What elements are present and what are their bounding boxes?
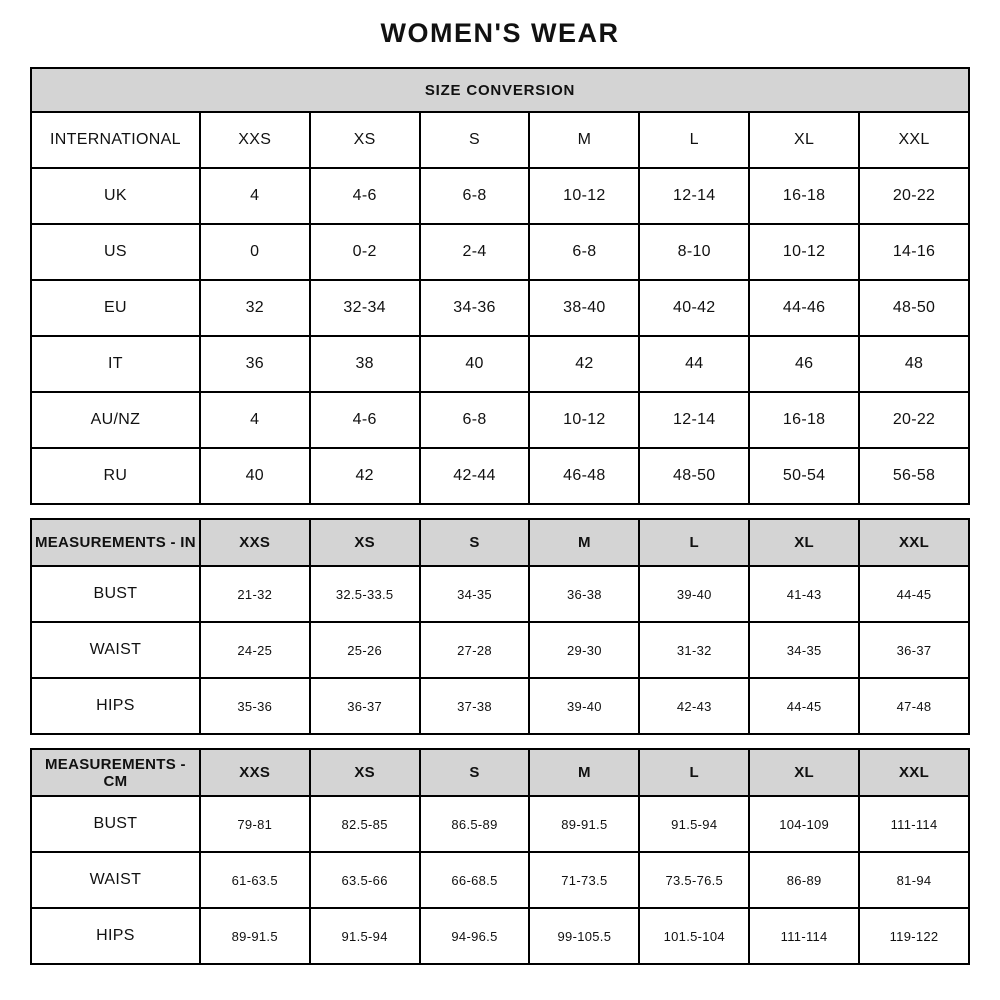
value-cell: 25-26 <box>310 622 420 678</box>
value-cell: 48 <box>859 336 969 392</box>
value-cell: 0-2 <box>310 224 420 280</box>
value-cell: 44-45 <box>749 678 859 734</box>
value-cell: 44-46 <box>749 280 859 336</box>
value-cell: 44 <box>639 336 749 392</box>
column-header: XS <box>310 519 420 566</box>
column-header: S <box>420 519 530 566</box>
value-cell: 0 <box>200 224 310 280</box>
value-cell: 56-58 <box>859 448 969 504</box>
value-cell: 46 <box>749 336 859 392</box>
value-cell: 34-35 <box>420 566 530 622</box>
table-row <box>31 392 969 448</box>
header-row <box>31 749 969 796</box>
value-cell: 29-30 <box>529 622 639 678</box>
measurements-in-table <box>30 518 970 735</box>
value-cell: 79-81 <box>200 796 310 852</box>
value-cell: 82.5-85 <box>310 796 420 852</box>
size-conversion-table <box>30 67 970 505</box>
value-cell: 40 <box>420 336 530 392</box>
value-cell: 20-22 <box>859 168 969 224</box>
row-label: BUST <box>31 566 200 622</box>
value-cell: 12-14 <box>639 168 749 224</box>
value-cell: 41-43 <box>749 566 859 622</box>
value-cell: 91.5-94 <box>310 908 420 964</box>
value-cell: 32-34 <box>310 280 420 336</box>
row-label: BUST <box>31 796 200 852</box>
column-header: M <box>529 519 639 566</box>
row-label: AU/NZ <box>31 392 200 448</box>
value-cell: 61-63.5 <box>200 852 310 908</box>
row-label: WAIST <box>31 622 200 678</box>
value-cell: 48-50 <box>639 448 749 504</box>
table-row <box>31 622 969 678</box>
header-label: MEASUREMENTS - IN <box>31 519 200 566</box>
value-cell: 8-10 <box>639 224 749 280</box>
value-cell: 6-8 <box>420 168 530 224</box>
value-cell: 86.5-89 <box>420 796 530 852</box>
row-label: IT <box>31 336 200 392</box>
value-cell: 36-38 <box>529 566 639 622</box>
column-header: M <box>529 749 639 796</box>
value-cell: 39-40 <box>529 678 639 734</box>
value-cell: 40-42 <box>639 280 749 336</box>
column-header: XL <box>749 112 859 168</box>
row-label: UK <box>31 168 200 224</box>
column-header: XS <box>310 112 420 168</box>
value-cell: 4-6 <box>310 392 420 448</box>
banner-row <box>31 68 969 112</box>
value-cell: 38-40 <box>529 280 639 336</box>
value-cell: 20-22 <box>859 392 969 448</box>
value-cell: 36-37 <box>310 678 420 734</box>
value-cell: 104-109 <box>749 796 859 852</box>
value-cell: 81-94 <box>859 852 969 908</box>
value-cell: 94-96.5 <box>420 908 530 964</box>
value-cell: 34-35 <box>749 622 859 678</box>
value-cell: 50-54 <box>749 448 859 504</box>
value-cell: 16-18 <box>749 392 859 448</box>
column-header: L <box>639 112 749 168</box>
table-row <box>31 448 969 504</box>
column-header: XL <box>749 519 859 566</box>
column-header: L <box>639 519 749 566</box>
value-cell: 89-91.5 <box>529 796 639 852</box>
column-header: M <box>529 112 639 168</box>
header-label: MEASUREMENTS - CM <box>31 749 200 796</box>
header-label: INTERNATIONAL <box>31 112 200 168</box>
value-cell: 86-89 <box>749 852 859 908</box>
row-label: US <box>31 224 200 280</box>
column-header: XXL <box>859 112 969 168</box>
value-cell: 42 <box>310 448 420 504</box>
column-header: L <box>639 749 749 796</box>
value-cell: 48-50 <box>859 280 969 336</box>
value-cell: 24-25 <box>200 622 310 678</box>
value-cell: 10-12 <box>749 224 859 280</box>
row-label: EU <box>31 280 200 336</box>
value-cell: 36-37 <box>859 622 969 678</box>
value-cell: 89-91.5 <box>200 908 310 964</box>
value-cell: 31-32 <box>639 622 749 678</box>
column-header: XS <box>310 749 420 796</box>
value-cell: 42 <box>529 336 639 392</box>
table-row <box>31 852 969 908</box>
value-cell: 99-105.5 <box>529 908 639 964</box>
table-row <box>31 168 969 224</box>
value-cell: 111-114 <box>749 908 859 964</box>
row-label: HIPS <box>31 678 200 734</box>
value-cell: 16-18 <box>749 168 859 224</box>
value-cell: 38 <box>310 336 420 392</box>
value-cell: 66-68.5 <box>420 852 530 908</box>
value-cell: 42-43 <box>639 678 749 734</box>
value-cell: 35-36 <box>200 678 310 734</box>
value-cell: 44-45 <box>859 566 969 622</box>
column-header: XL <box>749 749 859 796</box>
value-cell: 63.5-66 <box>310 852 420 908</box>
value-cell: 4-6 <box>310 168 420 224</box>
table-row <box>31 280 969 336</box>
value-cell: 4 <box>200 392 310 448</box>
value-cell: 119-122 <box>859 908 969 964</box>
table-row <box>31 908 969 964</box>
value-cell: 34-36 <box>420 280 530 336</box>
page-title: WOMEN'S WEAR <box>380 18 620 48</box>
value-cell: 14-16 <box>859 224 969 280</box>
value-cell: 10-12 <box>529 168 639 224</box>
value-cell: 10-12 <box>529 392 639 448</box>
header-row <box>31 112 969 168</box>
column-header: S <box>420 112 530 168</box>
value-cell: 36 <box>200 336 310 392</box>
row-label: RU <box>31 448 200 504</box>
row-label: WAIST <box>31 852 200 908</box>
column-header: S <box>420 749 530 796</box>
header-row <box>31 519 969 566</box>
value-cell: 6-8 <box>420 392 530 448</box>
column-header: XXL <box>859 519 969 566</box>
table-row <box>31 678 969 734</box>
table-banner: SIZE CONVERSION <box>31 68 969 112</box>
value-cell: 40 <box>200 448 310 504</box>
row-label: HIPS <box>31 908 200 964</box>
column-header: XXS <box>200 749 310 796</box>
value-cell: 111-114 <box>859 796 969 852</box>
column-header: XXL <box>859 749 969 796</box>
value-cell: 39-40 <box>639 566 749 622</box>
value-cell: 32.5-33.5 <box>310 566 420 622</box>
measurements-cm-table <box>30 748 970 965</box>
value-cell: 42-44 <box>420 448 530 504</box>
table-row <box>31 796 969 852</box>
value-cell: 2-4 <box>420 224 530 280</box>
value-cell: 101.5-104 <box>639 908 749 964</box>
value-cell: 91.5-94 <box>639 796 749 852</box>
value-cell: 6-8 <box>529 224 639 280</box>
value-cell: 21-32 <box>200 566 310 622</box>
value-cell: 32 <box>200 280 310 336</box>
table-row <box>31 224 969 280</box>
column-header: XXS <box>200 112 310 168</box>
value-cell: 73.5-76.5 <box>639 852 749 908</box>
value-cell: 4 <box>200 168 310 224</box>
value-cell: 71-73.5 <box>529 852 639 908</box>
value-cell: 27-28 <box>420 622 530 678</box>
value-cell: 47-48 <box>859 678 969 734</box>
value-cell: 12-14 <box>639 392 749 448</box>
column-header: XXS <box>200 519 310 566</box>
value-cell: 37-38 <box>420 678 530 734</box>
table-row <box>31 566 969 622</box>
table-row <box>31 336 969 392</box>
value-cell: 46-48 <box>529 448 639 504</box>
